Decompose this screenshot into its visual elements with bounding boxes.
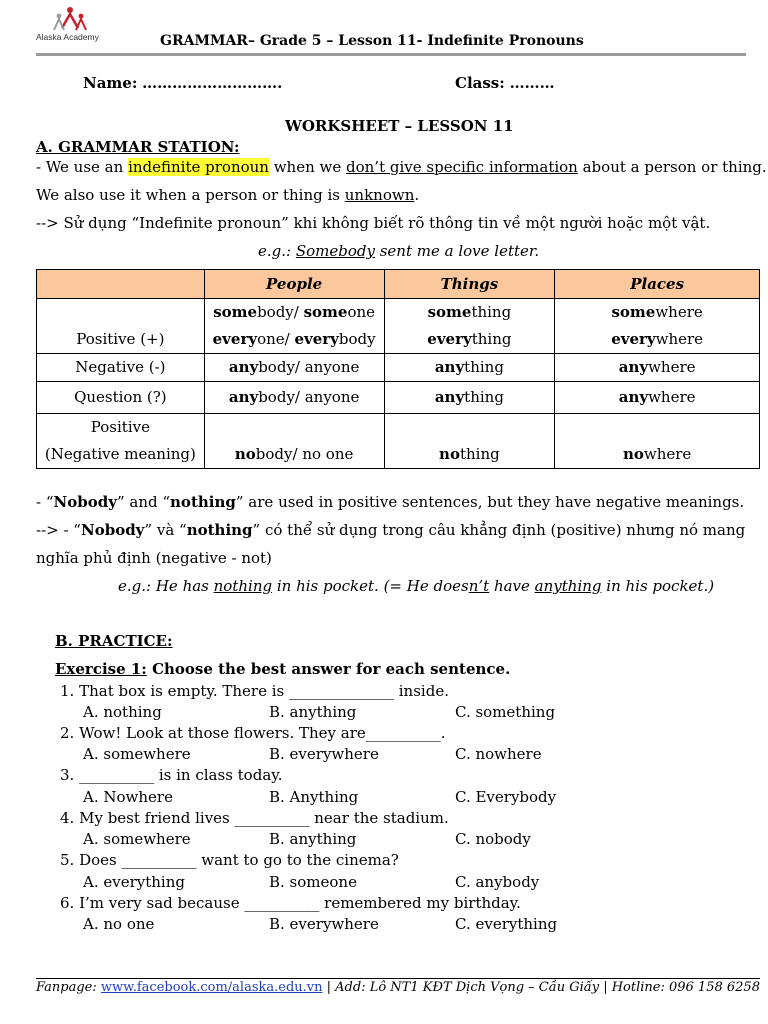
option-c[interactable]: C. nobody: [455, 830, 531, 848]
text-run: thing: [471, 303, 512, 321]
table-header-cell: People: [204, 270, 384, 299]
header-divider: [36, 53, 746, 56]
text-run: when we: [268, 158, 347, 176]
bold-prefix: any: [618, 388, 649, 406]
row-label-text: Positive (+): [76, 330, 165, 348]
text-run: one: [347, 303, 376, 321]
option-b[interactable]: B. someone: [269, 873, 357, 891]
table-cell: [555, 299, 760, 354]
bold-word: nothing: [186, 521, 253, 539]
question-text: I’m very sad because __________ remembered my birthday.: [79, 894, 521, 912]
row-label: [37, 299, 205, 354]
intro-line-3-vietnamese: --> Sử dụng “Indefinite pronoun” khi không biết rõ thông tin về một người hoặc một vật.: [36, 214, 711, 232]
text-run: ” and “: [116, 493, 171, 511]
question-text: Wow! Look at those flowers. They are__________.: [79, 724, 446, 742]
question-5: [60, 851, 399, 869]
underlined-word: nothing: [213, 577, 273, 595]
table-cell: [204, 299, 384, 354]
bold-prefix: any: [228, 358, 259, 376]
bold-prefix: every: [611, 330, 656, 348]
bold-word: Nobody: [53, 493, 117, 511]
text-run: ” và “: [144, 521, 187, 539]
bold-prefix: no: [234, 445, 256, 463]
note-line-2-vietnamese: [36, 521, 745, 539]
text-run: have: [489, 577, 535, 595]
question-text: That box is empty. There is ______________ inside.: [79, 682, 449, 700]
text-run: body/ anyone: [258, 388, 360, 406]
option-a[interactable]: A. no one: [83, 915, 155, 933]
bold-prefix: no: [622, 445, 644, 463]
example-sentence-1: [258, 242, 539, 260]
underlined-phrase: don’t give specific information: [346, 158, 578, 176]
option-a[interactable]: A. everything: [83, 873, 185, 891]
option-b[interactable]: B. everywhere: [269, 745, 379, 763]
table-header-cell: Things: [384, 270, 555, 299]
option-c[interactable]: C. nowhere: [455, 745, 542, 763]
question-number: 5.: [60, 851, 75, 869]
option-a[interactable]: A. somewhere: [83, 745, 191, 763]
highlighted-term: indefinite pronoun: [128, 158, 269, 176]
bold-prefix: any: [228, 388, 259, 406]
underlined-word: Somebody: [295, 242, 375, 260]
text-run: .: [414, 186, 420, 204]
question-1: [60, 682, 449, 700]
exercise-instruction: Choose the best answer for each sentence.: [146, 660, 511, 678]
intro-line-1: [36, 158, 767, 176]
question-number: 1.: [60, 682, 75, 700]
option-c[interactable]: C. something: [455, 703, 556, 721]
section-a-heading: A. GRAMMAR STATION:: [36, 138, 240, 156]
bold-prefix: some: [303, 303, 348, 321]
row-label: Question (?): [37, 382, 205, 414]
option-c[interactable]: C. everything: [455, 915, 558, 933]
logo-text: Alaska Academy: [36, 32, 99, 42]
section-b-heading: B. PRACTICE:: [55, 632, 173, 650]
table-cell: [204, 382, 384, 414]
option-c[interactable]: C. Everybody: [455, 788, 557, 806]
question-4: [60, 809, 449, 827]
bold-prefix: any: [434, 388, 465, 406]
question-text: Does __________ want to go to the cinema?: [79, 851, 399, 869]
table-cell: [204, 354, 384, 382]
text-run: e.g.:: [258, 242, 296, 260]
option-a[interactable]: A. Nowhere: [83, 788, 173, 806]
table-row: [37, 382, 760, 414]
table-cell: [384, 299, 555, 354]
text-run: body/: [257, 303, 304, 321]
text-run: e.g.: He has: [118, 577, 214, 595]
text-run: where: [648, 388, 696, 406]
text-run: body/ no one: [255, 445, 354, 463]
option-a[interactable]: A. nothing: [83, 703, 162, 721]
indefinite-pronoun-table: [36, 269, 760, 469]
footer-address-hotline: | Add: Lô NT1 KĐT Dịch Vọng – Cầu Giấy | Hotline: 096 158 6258: [322, 980, 760, 995]
text-run: thing: [459, 445, 500, 463]
worksheet-title: WORKSHEET – LESSON 11: [285, 117, 514, 135]
text-run: We also use it when a person or thing is: [36, 186, 345, 204]
class-label: Class:: [455, 74, 505, 92]
class-field: [455, 74, 555, 92]
table-cell: [555, 382, 760, 414]
option-a[interactable]: A. somewhere: [83, 830, 191, 848]
bold-prefix: some: [427, 303, 472, 321]
text-run: where: [655, 330, 704, 348]
bold-word: nothing: [170, 493, 236, 511]
table-header-cell: [37, 270, 205, 299]
text-run: body: [338, 330, 376, 348]
bold-word: Nobody: [80, 521, 145, 539]
bold-prefix: every: [427, 330, 472, 348]
table-row: [37, 414, 760, 469]
text-run: where: [648, 358, 696, 376]
option-b[interactable]: B. everywhere: [269, 915, 379, 933]
option-b[interactable]: B. anything: [269, 830, 357, 848]
text-run: about a person or thing.: [577, 158, 767, 176]
class-blank: ………: [509, 74, 555, 92]
exercise-1-heading: [55, 660, 510, 678]
underlined-word: anything: [534, 577, 602, 595]
row-label-line: (Negative meaning): [44, 445, 196, 463]
question-6: [60, 894, 521, 912]
note-line-1: [36, 493, 744, 511]
note-line-3-vietnamese: nghĩa phủ định (negative - not): [36, 549, 272, 567]
question-3: [60, 766, 283, 784]
bold-prefix: some: [611, 303, 656, 321]
question-text: __________ is in class today.: [79, 766, 283, 784]
table-row: [37, 299, 760, 354]
underlined-word: unknown: [344, 186, 415, 204]
text-run: in his pocket.): [601, 577, 715, 595]
text-run: --> - “: [36, 521, 81, 539]
text-run: thing: [464, 358, 504, 376]
text-run: ” có thể sử dụng trong câu khẳng định (positive) nhưng nó mang: [252, 521, 746, 539]
text-run: one/: [257, 330, 295, 348]
text-run: body/ anyone: [258, 358, 360, 376]
name-field: [83, 74, 282, 92]
table-row: [37, 354, 760, 382]
bold-prefix: some: [213, 303, 258, 321]
text-run: thing: [464, 388, 504, 406]
question-number: 4.: [60, 809, 75, 827]
page-footer: [36, 980, 760, 995]
bold-prefix: any: [618, 358, 649, 376]
text-run: where: [643, 445, 692, 463]
page-header-title: GRAMMAR– Grade 5 – Lesson 11- Indefinite Pronouns: [160, 33, 584, 49]
text-run: - We use an: [36, 158, 129, 176]
table-cell: [384, 382, 555, 414]
bold-prefix: no: [439, 445, 460, 463]
exercise-label: Exercise 1:: [55, 660, 147, 678]
table-cell: [555, 354, 760, 382]
fanpage-link[interactable]: www.facebook.com/alaska.edu.vn: [100, 980, 323, 995]
fanpage-label: Fanpage:: [36, 980, 101, 995]
table-cell: [384, 414, 555, 469]
table-header-cell: Places: [555, 270, 760, 299]
example-sentence-2: [118, 577, 714, 595]
bold-prefix: every: [212, 330, 258, 348]
text-run: in his pocket. (= He does: [272, 577, 469, 595]
intro-line-2: [36, 186, 419, 204]
table-cell: [555, 414, 760, 469]
alaska-academy-logo: [30, 6, 110, 44]
text-run: ” are used in positive sentences, but they have negative meanings.: [235, 493, 745, 511]
bold-prefix: any: [434, 358, 465, 376]
row-label: Negative (-): [37, 354, 205, 382]
table-header-row: [37, 270, 760, 299]
question-number: 2.: [60, 724, 75, 742]
question-2: [60, 724, 446, 742]
option-b[interactable]: B. anything: [269, 703, 357, 721]
row-label-line: Positive: [90, 418, 150, 436]
logo-figures-icon: [52, 6, 88, 32]
question-text: My best friend lives __________ near the stadium.: [79, 809, 449, 827]
bold-prefix: every: [294, 330, 339, 348]
question-number: 3.: [60, 766, 75, 784]
name-label: Name:: [83, 74, 138, 92]
footer-divider: [36, 978, 760, 979]
name-blank: ……………………….: [142, 74, 283, 92]
underlined-word: n’t: [468, 577, 490, 595]
text-run: - “: [36, 493, 54, 511]
table-cell: [204, 414, 384, 469]
text-run: sent me a love letter.: [374, 242, 540, 260]
table-cell: [384, 354, 555, 382]
text-run: where: [655, 303, 703, 321]
option-c[interactable]: C. anybody: [455, 873, 540, 891]
text-run: thing: [471, 330, 512, 348]
option-b[interactable]: B. Anything: [269, 788, 359, 806]
row-label: [37, 414, 205, 469]
question-number: 6.: [60, 894, 75, 912]
